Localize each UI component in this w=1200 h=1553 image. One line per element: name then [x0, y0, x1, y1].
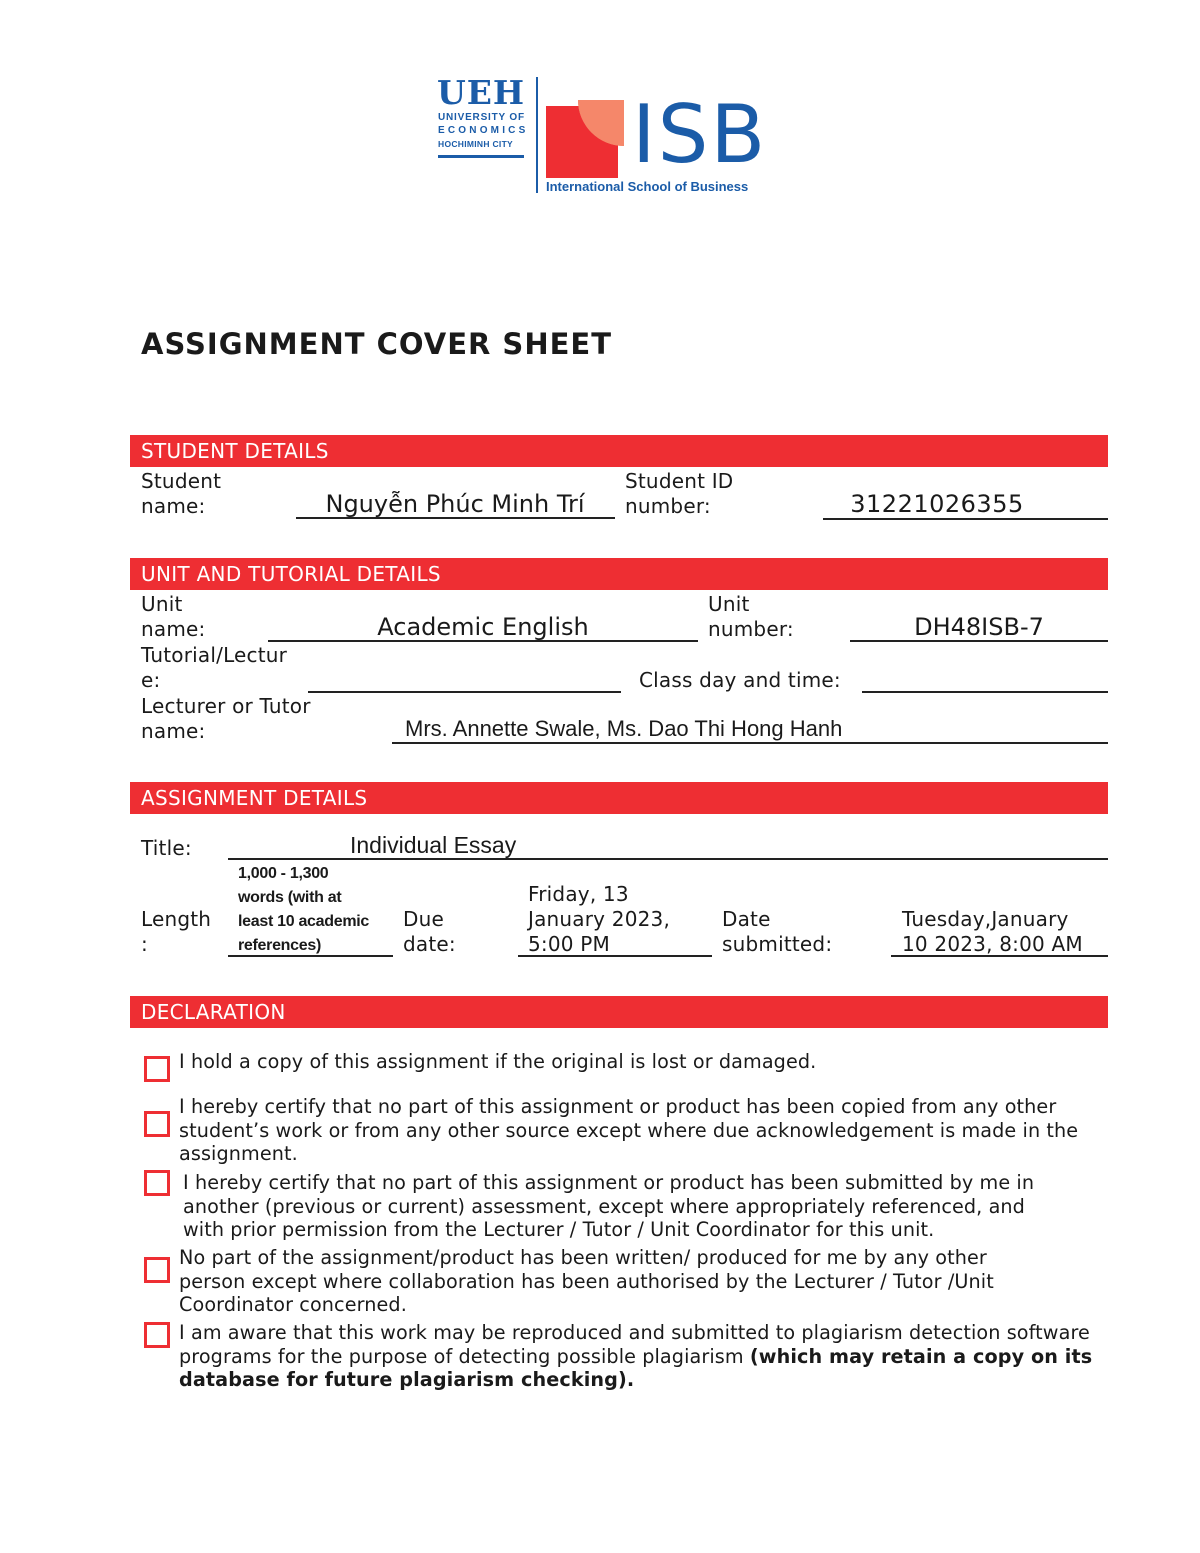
declaration-checkbox-5[interactable] [144, 1322, 170, 1348]
lecturer-label [141, 694, 311, 744]
label-line: number: [708, 617, 794, 641]
length-line-text: 1,000 - 1,300 [238, 865, 329, 882]
length-line [228, 955, 393, 957]
student-name-value: Nguyễn Phúc Minh Trí [325, 490, 585, 518]
declaration-item-1: I hold a copy of this assignment if the original is lost or damaged. [179, 1050, 817, 1073]
label-line: name: [141, 719, 206, 743]
unit-number-value: DH48ISB-7 [914, 613, 1044, 641]
label-line: Student [141, 469, 222, 493]
due-line [518, 955, 712, 957]
label-line: date: [403, 932, 456, 956]
label-line: : [141, 932, 148, 956]
isb-full-name: International School of Business [546, 179, 749, 194]
title-value: Individual Essay [350, 832, 517, 858]
label-line: e: [141, 668, 161, 692]
label-line: Unit [708, 592, 750, 616]
submitted-line-text: Tuesday,January [902, 907, 1069, 931]
length-line-text: references) [238, 937, 321, 954]
student-id-value: 31221026355 [850, 490, 1024, 518]
label-line: Date [722, 907, 771, 931]
submitted-line [891, 955, 1108, 957]
label-line: Lecturer or Tutor [141, 694, 311, 718]
section-header-declaration: DECLARATION [130, 996, 1108, 1028]
declaration-item-2: I hereby certify that no part of this assignment or product has been copied from any other student’s work or from any other source except where due acknowledgement is made in the assignment. [179, 1095, 1079, 1165]
declaration-item-4: No part of the assignment/product has been written/ produced for me by any other person except where collaboration has been authorised by the Lecturer / Tutor /Unit Coordinator concerned. [179, 1246, 994, 1316]
due-line-text: Friday, 13 [528, 882, 629, 906]
declaration-item-5-text: I am aware that this work may be reproduced and submitted to plagiarism detection software programs for the purpose of detecting possible plagiarism [179, 1321, 1090, 1368]
section-header-student: STUDENT DETAILS [130, 435, 1108, 467]
declaration-item-3: I hereby certify that no part of this assignment or product has been submitted by me in another (previous or current) assessment, except where appropriately referenced, and with prior permission from the Lecturer / Tutor / Unit Coordinator for this unit. [183, 1171, 1035, 1241]
lecturer-line [392, 742, 1108, 744]
label-line: submitted: [722, 932, 833, 956]
student-id-line [823, 518, 1108, 520]
unit-name-line [268, 640, 698, 642]
student-name-label [141, 469, 221, 519]
section-header-assignment: ASSIGNMENT DETAILS [130, 782, 1108, 814]
declaration-checkbox-2[interactable] [144, 1111, 170, 1137]
ueh-line3: HOCHIMINH CITY [438, 139, 514, 149]
isb-logo [546, 88, 796, 195]
unit-name-value: Academic English [377, 613, 589, 641]
due-line-text: 5:00 PM [528, 932, 610, 956]
label-line: Tutorial/Lectur [141, 643, 288, 667]
tutorial-label [141, 643, 287, 693]
due-value [528, 882, 670, 957]
submitted-label [722, 907, 832, 957]
submitted-value [902, 907, 1083, 957]
label-line: name: [141, 494, 206, 518]
isb-mark-icon [546, 100, 626, 180]
due-line-text: January 2023, [528, 907, 671, 931]
declaration-item-5-bold: (which may retain a copy on its database for future plagiarism checking). [179, 1344, 1093, 1391]
lecturer-value: Mrs. Annette Swale, Ms. Dao Thi Hong Hanh [405, 716, 843, 741]
ueh-underline [438, 155, 524, 158]
ueh-abbrev: UEH [437, 73, 526, 112]
length-label [141, 907, 211, 957]
tutorial-line [308, 691, 621, 693]
ueh-line2: ECONOMICS [438, 125, 529, 136]
ueh-line1: UNIVERSITY OF [438, 112, 525, 123]
due-label [403, 907, 456, 957]
declaration-checkbox-1[interactable] [144, 1056, 170, 1082]
label-line: Due [403, 907, 444, 931]
declaration-item-5 [179, 1321, 1109, 1392]
declaration-checkbox-3[interactable] [144, 1170, 170, 1196]
class-day-line [862, 691, 1108, 693]
label-line: Length [141, 907, 212, 931]
label-line: Student ID [625, 469, 734, 493]
label-line: Unit [141, 592, 183, 616]
declaration-checkbox-4[interactable] [144, 1257, 170, 1283]
label-line: number: [625, 494, 711, 518]
length-line-text: least 10 academic [238, 913, 369, 930]
length-line-text: words (with at [238, 889, 342, 906]
student-id-label [625, 469, 733, 519]
logo-divider [536, 77, 538, 193]
unit-number-label [708, 592, 794, 642]
unit-number-line [850, 640, 1108, 642]
label-line: name: [141, 617, 206, 641]
length-value [238, 862, 369, 958]
submitted-line-text: 10 2023, 8:00 AM [902, 932, 1083, 956]
section-header-unit: UNIT AND TUTORIAL DETAILS [130, 558, 1108, 590]
title-label: Title: [141, 836, 192, 860]
isb-abbrev: ISB [632, 88, 768, 181]
unit-name-label [141, 592, 205, 642]
student-name-line [296, 517, 615, 519]
title-line [228, 858, 1108, 860]
ueh-logo [437, 73, 537, 176]
page-title: ASSIGNMENT COVER SHEET [141, 327, 612, 361]
class-day-label: Class day and time: [639, 668, 841, 692]
